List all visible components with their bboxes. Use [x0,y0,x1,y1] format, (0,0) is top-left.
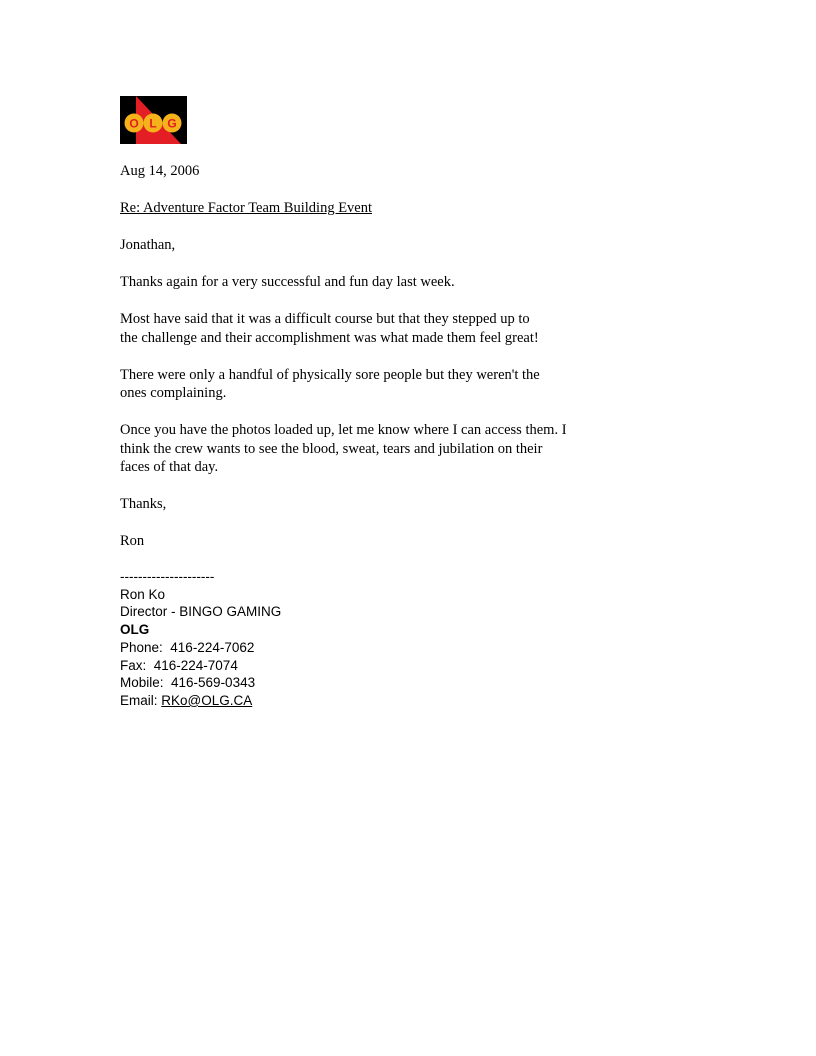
signature-email-link[interactable]: RKo@OLG.CA [161,692,253,708]
paragraph-2-line-1: Most have said that it was a difficult course but that they stepped up to [120,311,530,327]
paragraph-4-line-3: faces of that day. [120,459,219,475]
paragraph-2-line-2: the challenge and their accomplishment was what made them feel great! [120,329,539,346]
letter-paragraph-3 [120,366,640,403]
letter-paragraph-1: Thanks again for a very successful and fun day last week. [120,274,455,290]
signature-mobile: Mobile: 416-569-0343 [120,675,256,691]
signature-company: OLG [120,622,150,638]
olg-logo [120,96,187,144]
logo-letter-o: O [129,116,139,131]
signature-title: Director - BINGO GAMING [120,604,282,620]
paragraph-3-line-1: There were only a handful of physically sore people but they weren't the [120,366,540,383]
logo-letter-g: G [167,116,177,131]
letter-paragraph-2 [120,310,640,347]
letter-salutation: Jonathan, [120,237,176,253]
signature-name: Ron Ko [120,586,166,602]
letter-subject: Re: Adventure Factor Team Building Event [120,200,373,216]
paragraph-4-line-2: think the crew wants to see the blood, sweat, tears and jubilation on their [120,440,543,457]
email-signature [120,568,281,710]
signature-email-row [120,692,281,710]
letter-paragraph-4 [120,421,640,477]
logo-letter-l: L [149,116,157,131]
signature-separator: --------------------- [120,569,215,584]
signature-email-label: Email: [120,692,162,708]
signature-fax: Fax: 416-224-7074 [120,657,238,673]
letter-closing: Thanks, [120,496,167,512]
paragraph-4-line-1: Once you have the photos loaded up, let me know where I can access them. I [120,422,567,438]
paragraph-3-line-2: ones complaining. [120,385,227,401]
letter-signoff: Ron [120,533,145,549]
letter-body [120,162,640,569]
letter-date: Aug 14, 2006 [120,163,200,179]
signature-phone: Phone: 416-224-7062 [120,639,255,655]
